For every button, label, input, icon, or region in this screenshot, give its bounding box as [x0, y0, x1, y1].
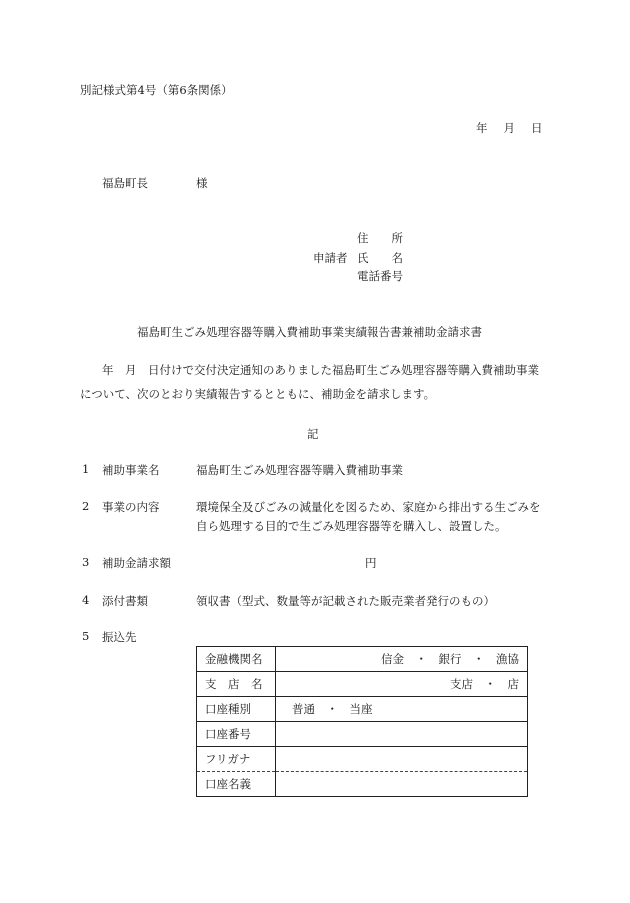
- bank-branch-value[interactable]: 支店 ・ 店: [276, 672, 528, 697]
- applicant-role: 申請者: [313, 251, 348, 265]
- bank-row-account-number: [197, 722, 528, 747]
- bank-row-branch: [197, 672, 528, 697]
- item-2-value-line-2: 自ら処理する目的で生ごみ処理容器等を購入し、設置した。: [196, 519, 507, 533]
- item-3-number: 3: [82, 555, 90, 569]
- ki-heading: 記: [307, 427, 319, 441]
- item-1-label: 補助事業名: [102, 463, 160, 477]
- document-title: 福島町生ごみ処理容器等購入費補助事業実績報告書兼補助金請求書: [137, 325, 482, 339]
- bank-row-furigana: [197, 747, 528, 772]
- account-holder-field[interactable]: [276, 772, 528, 797]
- account-type-label: 口座種別: [197, 697, 276, 722]
- bank-row-account-holder: [197, 772, 528, 797]
- furigana-field[interactable]: [276, 747, 528, 772]
- item-5-number: 5: [82, 629, 90, 643]
- item-2-value-line-1: 環境保全及びごみの減量化を図るため、家庭から排出する生ごみを: [196, 500, 541, 514]
- date-year: 年: [476, 121, 488, 135]
- account-holder-label: 口座名義: [197, 772, 276, 797]
- item-1-value: 福島町生ごみ処理容器等購入費補助事業: [196, 463, 403, 477]
- item-3-unit: 円: [365, 556, 377, 570]
- bank-transfer-table: [196, 646, 528, 797]
- intro-line-2: について、次のとおり実績報告するとともに、補助金を請求します。: [80, 387, 436, 401]
- bank-row-account-type: [197, 697, 528, 722]
- account-type-value[interactable]: 普通 ・ 当座: [276, 697, 528, 722]
- address-label: 住 所: [357, 231, 403, 245]
- furigana-label: フリガナ: [197, 747, 276, 772]
- item-1-number: 1: [82, 462, 90, 476]
- item-4-label: 添付書類: [102, 594, 148, 608]
- item-2-number: 2: [82, 499, 90, 513]
- bank-institution-value[interactable]: 信金 ・ 銀行 ・ 漁協: [276, 647, 528, 672]
- item-3-label: 補助金請求額: [102, 556, 171, 570]
- account-number-field[interactable]: [276, 722, 528, 747]
- intro-line-1: 年 月 日付けで交付決定通知のありました福島町生ごみ処理容器等購入費補助事業: [102, 363, 539, 377]
- bank-institution-label: 金融機関名: [197, 647, 276, 672]
- account-number-label: 口座番号: [197, 722, 276, 747]
- date-month: 月: [503, 121, 515, 135]
- addressee-honorific: 様: [196, 176, 208, 190]
- form-header: 別記様式第4号（第6条関係）: [80, 83, 233, 97]
- item-4-value: 領収書（型式、数量等が記載された販売業者発行のもの）: [196, 594, 495, 608]
- bank-branch-label: 支 店 名: [197, 672, 276, 697]
- date-day: 日: [531, 121, 543, 135]
- item-2-label: 事業の内容: [102, 500, 160, 514]
- date-line: [476, 120, 543, 136]
- phone-label: 電話番号: [357, 269, 403, 283]
- item-4-number: 4: [82, 593, 90, 607]
- addressee-name: 福島町長: [102, 176, 148, 190]
- name-label: 氏 名: [357, 251, 403, 265]
- bank-row-institution: [197, 647, 528, 672]
- item-5-label: 振込先: [102, 630, 137, 644]
